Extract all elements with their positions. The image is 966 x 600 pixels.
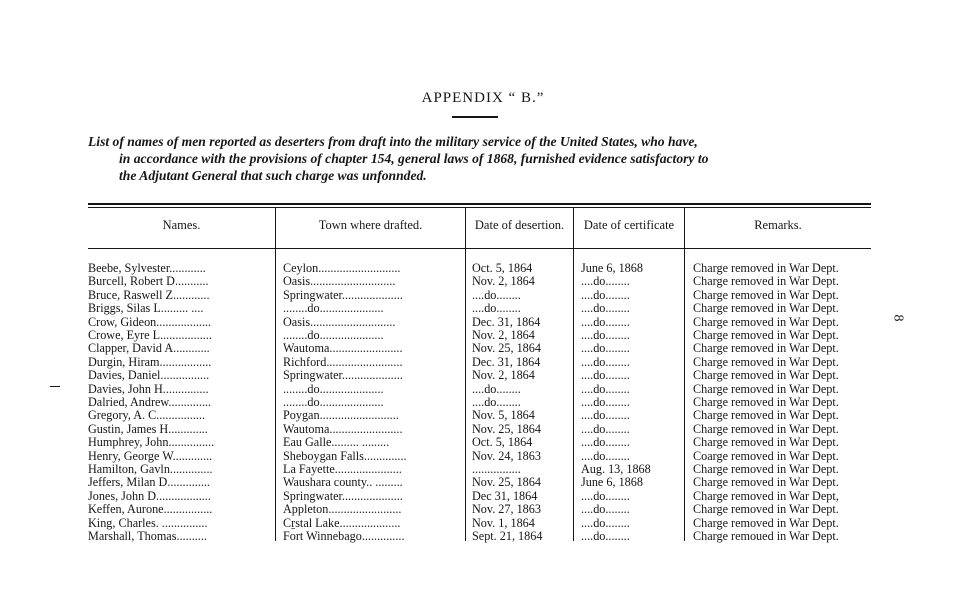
cell-remarks: Charge remoued in War Dept. [693,530,839,543]
cell-remarks: Charge removed in War Dept. [693,436,839,450]
cell-town: Springwater.................... [283,369,403,383]
table-row [0,503,966,516]
cell-remarks: Charge removed in War Dept. [693,369,839,383]
cell-name: Humphrey, John............... [88,436,215,450]
table-row [0,356,966,369]
table-top-rule-inner [88,207,871,208]
cell-town: Poygan.......................... [283,409,399,423]
cell-name: Dalried, Andrew.............. [88,396,212,409]
cell-certificate-date: ....do........ [581,288,630,302]
cell-desertion-date: Nov. 2, 1864 [472,329,535,342]
cell-certificate-date: ....do........ [581,530,630,543]
cell-desertion-date: Dec. 31, 1864 [472,355,541,369]
table-row [0,275,966,288]
cell-town: Eau Galle......... ......... [283,436,390,450]
cell-remarks: Charge removed in War Dept. [693,396,839,409]
cell-desertion-date: ....do........ [472,382,521,396]
cell-desertion-date: Sept. 21, 1864 [472,530,543,543]
cell-town: ........do..................... [283,382,384,396]
intro-line-1: List of names of men reported as deserters from draft into the military service of the United States, who have, [88,134,698,149]
table-row [0,436,966,449]
cell-certificate-date: ....do........ [581,449,630,463]
cell-remarks: Charge removed in War Dept. [693,329,839,342]
cell-desertion-date: ....do........ [472,396,521,409]
cell-remarks: Charge removed in War Dept. [693,503,839,517]
cell-town: Fort Winnebago.............. [283,530,405,543]
table-row [0,517,966,530]
cell-remarks: Charge removed in War Dept. [693,288,839,302]
cell-certificate-date: ....do........ [581,329,630,342]
cell-desertion-date: Nov. 25, 1864 [472,422,541,436]
column-header-names: Names. [162,218,201,232]
cell-town: Appleton........................ [283,503,402,517]
cell-certificate-date: ....do........ [581,275,630,289]
cell-certificate-date: June 6, 1868 [581,476,643,490]
cell-desertion-date: Nov. 1, 1864 [472,516,535,530]
intro-paragraph [88,133,872,184]
table-row [0,396,966,409]
cell-certificate-date: ....do........ [581,355,630,369]
cell-name: Beebe, Sylvester............ [88,262,206,275]
cell-desertion-date: Nov. 2, 1864 [472,275,535,289]
table-row [0,423,966,436]
cell-remarks: Charge removed in War Dept. [693,342,839,356]
cell-certificate-date: ....do........ [581,516,630,530]
column-header-remarks: Remarks. [754,218,802,232]
cell-name: Crowe, Eyre L................. [88,329,212,342]
cell-name: Clapper, David A............ [88,342,210,356]
cell-desertion-date: Nov. 25, 1864 [472,476,541,490]
cell-name: Hamilton, Gavln.............. [88,463,213,476]
cell-town: Richford......................... [283,355,403,369]
table-row [0,463,966,476]
cell-remarks: Charge removed in War Dept, [693,489,839,503]
cell-remarks: Charge removed in War Dept. [693,275,839,289]
cell-desertion-date: ....do........ [472,288,521,302]
heading-underline [452,116,498,118]
table-row [0,409,966,422]
cell-remarks: Charge removed in War Dept. [693,315,839,329]
cell-certificate-date: ....do........ [581,315,630,329]
cell-name: King, Charles. ............... [88,516,208,530]
table-row [0,450,966,463]
cell-name: Davies, Daniel................ [88,369,210,383]
cell-certificate-date: ....do........ [581,342,630,356]
cell-certificate-date: ....do........ [581,409,630,423]
cell-town: Sheboygan Falls.............. [283,449,407,463]
cell-desertion-date: ....do........ [472,302,521,316]
cell-desertion-date: Dec 31, 1864 [472,489,538,503]
cell-name: Crow, Gideon.................. [88,315,212,329]
table-row [0,530,966,543]
cell-certificate-date: Aug. 13, 1868 [581,463,651,476]
table-row [0,342,966,355]
cell-remarks: Charge removed in War Dept. [693,262,839,275]
cell-remarks: Charge removed in War Dept. [693,409,839,423]
cell-town: Ceylon........................... [283,262,401,275]
cell-town: Oasis............................ [283,275,396,289]
cell-town: Springwater.................... [283,288,403,302]
page-number-mark: 8 [890,314,906,322]
cell-name: Briggs, Silas L......... .... [88,302,204,316]
cell-town: Oasis............................ [283,315,396,329]
cell-certificate-date: ....do........ [581,396,630,409]
cell-remarks: Charge removed in War Dept. [693,516,839,530]
cell-town: Wautoma........................ [283,342,403,356]
cell-remarks: Coarge removed in War Dept. [693,449,839,463]
column-header-town: Town where drafted. [318,218,423,232]
cell-remarks: Charge removed in War Dept. [693,463,839,476]
cell-town: ........do..................... [283,329,384,342]
table-header-rule [88,248,871,249]
cell-certificate-date: ....do........ [581,382,630,396]
cell-desertion-date: Dec. 31, 1864 [472,315,541,329]
cell-certificate-date: ....do........ [581,436,630,450]
table-row [0,329,966,342]
cell-name: Gregory, A. C................ [88,409,206,423]
cell-name: Burcell, Robert D........... [88,275,209,289]
cell-remarks: Charge removed in War Dept. [693,422,839,436]
cell-remarks: Charge removed in War Dept. [693,355,839,369]
cell-name: Bruce, Raswell Z............ [88,288,210,302]
cell-certificate-date: June 6, 1868 [581,262,643,275]
intro-line-3: the Adjutant General that such charge was unfonnded. [119,168,427,183]
cell-desertion-date: ................ [472,463,521,476]
cell-certificate-date: ....do........ [581,422,630,436]
cell-name: Davies, John H............... [88,382,209,396]
cell-name: Keffen, Aurone................ [88,503,213,517]
intro-line-2: in accordance with the provisions of chapter 154, general laws of 1868, furnished evidence satisfactory to [119,151,709,166]
cell-town: Springwater.................... [283,489,403,503]
table-row [0,302,966,315]
table-row [0,490,966,503]
cell-town: ........do..................... [283,302,384,316]
cell-desertion-date: Nov. 27, 1863 [472,503,541,517]
cell-town: ........do..................... [283,396,384,409]
table-top-rule [88,203,871,205]
cell-remarks: Charge removed in War Dept. [693,476,839,490]
column-header-certificate-date: Date of certificate [583,218,675,232]
cell-desertion-date: Nov. 24, 1863 [472,449,541,463]
cell-name: Durgin, Hiram................. [88,355,212,369]
cell-desertion-date: Nov. 25, 1864 [472,342,541,356]
table-row [0,289,966,302]
cell-desertion-date: Oct. 5, 1864 [472,262,533,275]
appendix-heading: APPENDIX “ B.” [421,90,545,106]
cell-name: Jeffers, Milan D.............. [88,476,210,490]
cell-name: Jones, John D.................. [88,489,211,503]
cell-town: La Fayette...................... [283,463,402,476]
table-row [0,262,966,275]
cell-remarks: Charge removed in War Dept. [693,382,839,396]
cell-certificate-date: ....do........ [581,302,630,316]
table-row [0,369,966,382]
cell-name: Marshall, Thomas.......... [88,530,207,543]
cell-remarks: Charge removed in War Dept. [693,302,839,316]
cell-town: Cṟstal Lake.................... [283,516,401,530]
cell-name: Gustin, James H............. [88,422,208,436]
cell-town: Waushara county.. ......... [283,476,403,490]
cell-certificate-date: ....do........ [581,503,630,517]
table-row [0,476,966,489]
column-header-desertion-date: Date of desertion. [474,218,565,232]
cell-certificate-date: ....do........ [581,489,630,503]
cell-certificate-date: ....do........ [581,369,630,383]
table-row [0,383,966,396]
cell-town: Wautoma........................ [283,422,403,436]
table-row [0,316,966,329]
cell-desertion-date: Oct. 5, 1864 [472,436,533,450]
cell-desertion-date: Nov. 5, 1864 [472,409,535,423]
cell-name: Henry, George W............. [88,449,213,463]
cell-desertion-date: Nov. 2, 1864 [472,369,535,383]
